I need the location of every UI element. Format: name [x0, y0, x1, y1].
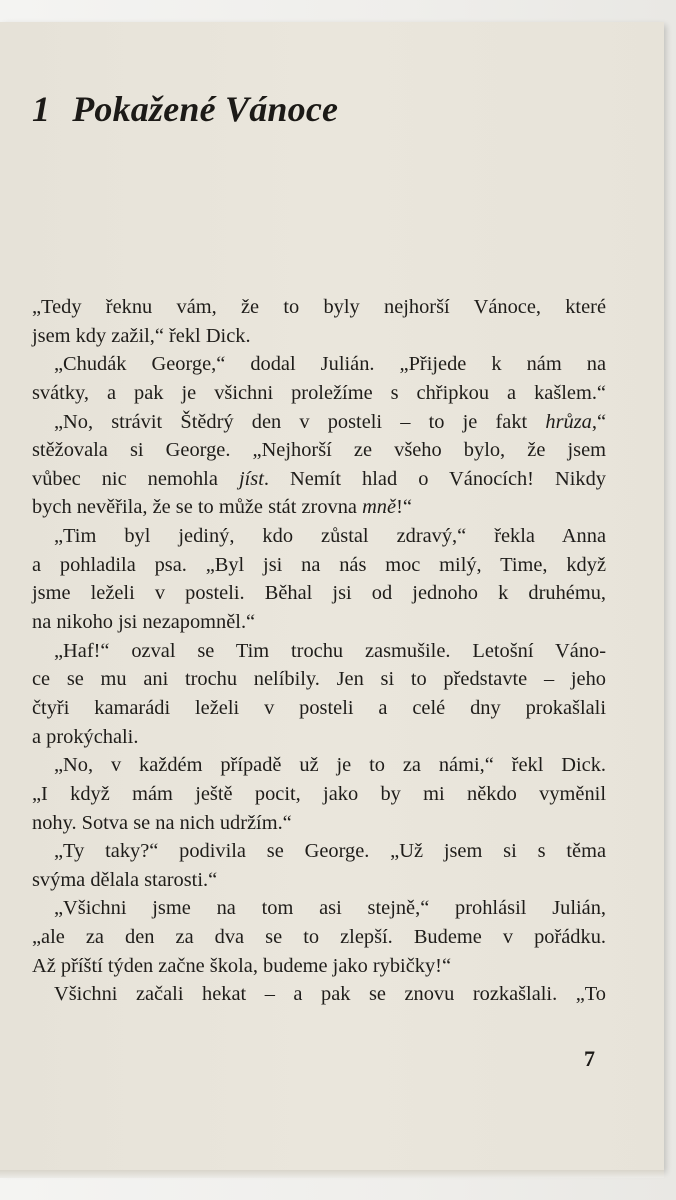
- text-line: [32, 408, 606, 437]
- chapter-title: Pokažené Vánoce: [72, 89, 339, 129]
- text-line: [32, 436, 606, 465]
- text-segment: „No, v každém případě už je to za námi,“ řekl Dick.: [54, 754, 606, 777]
- text-segment: a prokýchali.: [32, 725, 139, 748]
- text-segment: ,“: [591, 410, 606, 433]
- text-line: [32, 866, 606, 895]
- text-line: [32, 980, 606, 1009]
- text-line: [32, 637, 606, 666]
- emphasis-text: hrůza: [545, 410, 592, 433]
- text-line: [32, 952, 606, 981]
- text-segment: Až příští týden začne škola, budeme jako rybičky!“: [32, 954, 451, 977]
- text-segment: „Všichni jsme na tom asi stejně,“ prohlásil Julián,: [54, 897, 606, 920]
- text-segment: jsme leželi v posteli. Běhal jsi od jednoho k druhému,: [32, 582, 606, 605]
- text-line: [32, 923, 606, 952]
- text-line: [32, 465, 606, 494]
- text-segment: Všichni začali hekat – a pak se znovu rozkašlali. „To: [54, 983, 606, 1006]
- text-line: [32, 579, 606, 608]
- text-line: [32, 694, 606, 723]
- text-line: [32, 665, 606, 694]
- text-segment: . Nemít hlad o Vánocích! Nikdy: [263, 467, 606, 490]
- text-segment: vůbec nic nemohla: [32, 467, 239, 490]
- text-segment: „Tedy řeknu vám, že to byly nejhorší Vánoce, které: [32, 296, 606, 318]
- text-segment: svátky, a pak je všichni proležíme s chřipkou a kašlem.“: [32, 381, 606, 404]
- text-segment: stěžovala si George. „Nejhorší ze všeho bylo, že jsem: [32, 439, 606, 462]
- text-line: [32, 837, 606, 866]
- text-segment: „Ty taky?“ podivila se George. „Už jsem si s těma: [54, 840, 606, 863]
- chapter-body-text: [32, 293, 606, 1009]
- text-segment: jsem kdy zažil,“ řekl Dick.: [32, 324, 251, 347]
- text-line: [32, 379, 606, 408]
- text-line: [32, 493, 606, 522]
- text-segment: „ale za den za dva se to zlepší. Budeme v pořádku.: [32, 926, 606, 949]
- text-line: [32, 894, 606, 923]
- text-line: [32, 350, 606, 379]
- text-segment: bych nevěřila, že se to může stát zrovna: [32, 496, 363, 519]
- text-line: [32, 551, 606, 580]
- text-segment: čtyři kamarádi leželi v posteli a celé dny prokašlali: [32, 696, 606, 719]
- text-segment: nohy. Sotva se na nich udržím.“: [32, 811, 292, 834]
- text-line: [32, 293, 606, 322]
- text-segment: ce se mu ani trochu nelíbily. Jen si to představte – jeho: [32, 668, 606, 691]
- text-segment: na nikoho jsi nezapomněl.“: [32, 611, 256, 634]
- text-segment: „No, strávit Štědrý den v posteli – to je fakt: [54, 410, 546, 433]
- text-line: [32, 322, 606, 351]
- text-line: [32, 608, 606, 637]
- text-segment: „I když mám ještě pocit, jako by mi někdo vyměnil: [32, 782, 606, 805]
- text-line: [32, 780, 606, 809]
- text-line: [32, 809, 606, 838]
- text-line: [32, 522, 606, 551]
- text-line: [32, 723, 606, 752]
- text-segment: a pohladila psa. „Byl jsi na nás moc milý, Time, když: [32, 553, 606, 576]
- text-segment: „Chudák George,“ dodal Julián. „Přijede k nám na: [54, 353, 606, 376]
- chapter-number: 1: [32, 89, 51, 129]
- chapter-heading: [32, 88, 338, 130]
- emphasis-text: mně: [362, 496, 397, 519]
- text-line: [32, 751, 606, 780]
- page-number: 7: [584, 1046, 595, 1071]
- text-segment: !“: [396, 496, 412, 519]
- text-segment: „Tim byl jediný, kdo zůstal zdravý,“ řekla Anna: [54, 525, 606, 548]
- text-segment: svýma dělala starosti.“: [32, 868, 218, 891]
- page-edge-shadow: [0, 1170, 664, 1178]
- text-segment: „Haf!“ ozval se Tim trochu zasmušile. Letošní Váno-: [54, 639, 606, 662]
- emphasis-text: jíst: [238, 467, 264, 490]
